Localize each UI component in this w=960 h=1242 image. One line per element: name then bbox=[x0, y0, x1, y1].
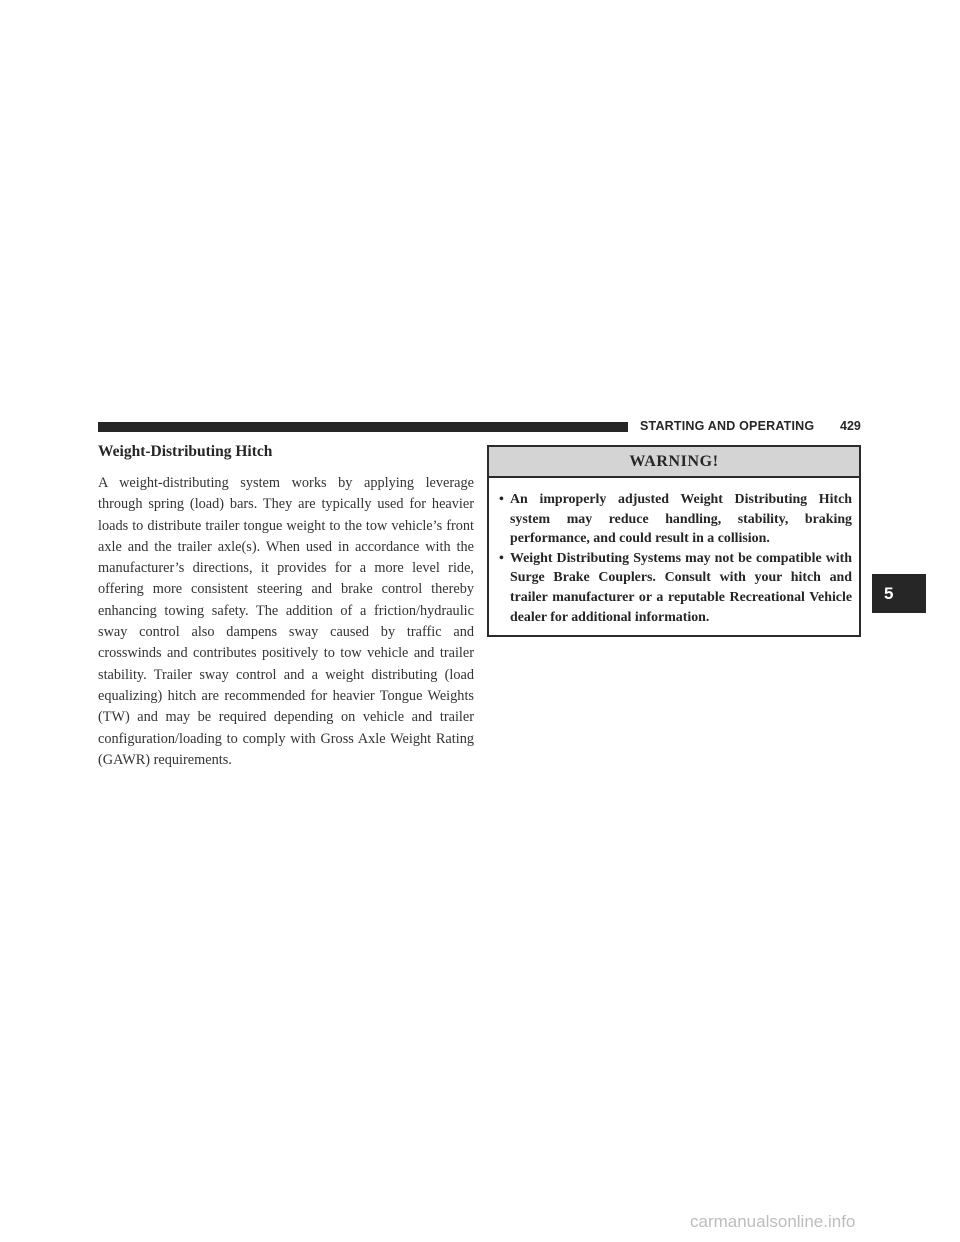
header-rule bbox=[98, 422, 628, 432]
watermark-text: carmanualsonline.info bbox=[690, 1212, 856, 1231]
warning-item-text: An improperly adjusted Weight Distributing Hitch system may reduce handling, stability, braking performance, and could result in a collision. bbox=[510, 492, 852, 547]
bullet-icon: • bbox=[499, 550, 504, 566]
section-title: Weight-Distributing Hitch bbox=[98, 443, 273, 460]
page-number: 429 bbox=[840, 419, 861, 433]
warning-list bbox=[489, 478, 859, 635]
bullet-icon: • bbox=[499, 492, 504, 507]
chapter-tab: 5 bbox=[872, 574, 926, 613]
warning-box bbox=[487, 445, 861, 637]
main-content bbox=[98, 443, 474, 771]
warning-item bbox=[499, 549, 852, 627]
warning-title: WARNING! bbox=[489, 447, 859, 478]
warning-item-text: Weight Distributing Systems may not be compatible with Surge Brake Couplers. Consult with your hitch and trailer manufacturer or a reputable Recreational Vehicle dealer for additional information. bbox=[510, 550, 852, 625]
warning-item bbox=[499, 490, 852, 549]
section-header: STARTING AND OPERATING bbox=[640, 419, 815, 433]
body-paragraph: A weight-distributing system works by applying leverage through spring (load) bars. They are typically used for heavier loads to distribute trailer tongue weight to the tow vehicle’s front axle and the trailer axle(s). When used in accordance with the manufacturer’s directions, it provides for a more level ride, offering more consistent steering and brake control thereby enhancing towing safety. The addition of a friction/hydraulic sway control also dampens sway caused by traffic and crosswinds and contributes positively to tow vehicle and trailer stability. Trailer sway control and a weight distributing (load equalizing) hitch are recommended for heavier Tongue Weights (TW) and may be required depending on vehicle and trailer configuration/loading to comply with Gross Axle Weight Rating (GAWR) requirements. bbox=[98, 475, 474, 768]
